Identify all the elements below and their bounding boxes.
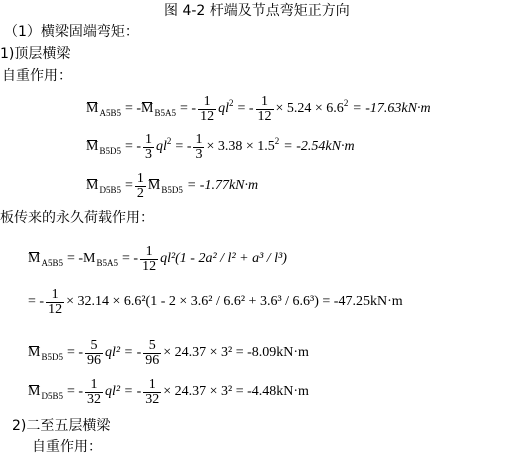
slab-load-label: 板传来的永久荷载作用： xyxy=(0,210,154,226)
fraction: $\frac{1}{12}$ xyxy=(257,93,272,124)
equals-sign: = - xyxy=(66,384,84,399)
dead-load-label: 自重作用： xyxy=(2,68,72,84)
ql-term: ql xyxy=(218,101,229,116)
equation-tail: × 24.37 × 3² = -4.48kN·m xyxy=(163,384,309,399)
moment-subscript: D5B5 xyxy=(41,391,63,401)
equation-body: ql²(1 - 2a² / l² + a³ / l³) xyxy=(160,251,287,266)
fraction: $\frac{1}{32}$ xyxy=(87,376,102,407)
equation-3 xyxy=(86,167,258,205)
moment-symbol: M xyxy=(28,251,41,266)
equation-middle: ql² = - xyxy=(105,384,142,399)
moment-subscript: B5A5 xyxy=(96,258,118,268)
moment-symbol: M xyxy=(147,178,161,193)
subsection-heading: 2)二至五层横梁 xyxy=(12,418,111,434)
moment-symbol: M xyxy=(28,345,41,360)
equals-sign: = xyxy=(124,178,133,193)
equation-result: = -17.63kN·m xyxy=(352,101,431,116)
subsection-heading: 1)顶层横梁 xyxy=(0,46,71,62)
ql-term: ql xyxy=(156,139,167,154)
moment-symbol: M xyxy=(86,139,99,154)
equation-result: = -2.54kN·m xyxy=(283,139,355,154)
fraction: $\frac{1}{12}$ xyxy=(48,286,63,317)
equals-sign: = - xyxy=(28,294,45,309)
equals-sign: = - xyxy=(175,139,192,154)
moment-symbol: M xyxy=(86,178,99,193)
dead-load-label: 自重作用： xyxy=(32,439,102,455)
fraction: $\frac{1}{12}$ xyxy=(200,93,215,124)
equals-sign: = - xyxy=(122,251,139,266)
equation-4 xyxy=(28,240,287,278)
moment-subscript: B5D5 xyxy=(41,352,63,362)
equation-tail: × 24.37 × 3² = -8.09kN·m xyxy=(163,345,309,360)
moment-symbol: M xyxy=(141,101,154,116)
fraction: $\frac{5}{96}$ xyxy=(145,337,160,368)
fraction: $\frac{1}{2}$ xyxy=(136,170,144,201)
moment-subscript: D5B5 xyxy=(99,185,121,195)
equals-sign: = - xyxy=(124,139,142,154)
moment-subscript: B5A5 xyxy=(154,108,176,118)
fraction: $\frac{1}{32}$ xyxy=(145,376,160,407)
equation-result: = -1.77kN·m xyxy=(186,178,259,193)
moment-subscript: B5D5 xyxy=(161,185,183,195)
equals-sign: = - xyxy=(237,101,254,116)
equation-tail: × 3.38 × 1.5 xyxy=(206,139,275,154)
fraction: $\frac{5}{96}$ xyxy=(87,337,102,368)
equation-2: M B5D5 = - $\frac{1}{3}$ ql 2 = - $\frac{1}{3}$ × 3.38 × 1.5 2 = -2.54kN·m xyxy=(86,131,355,162)
equation-body: × 32.14 × 6.6²(1 - 2 × 3.6² / 6.6² + 3.6³ / 6.6³) = -47.25kN·m xyxy=(66,294,403,309)
equals-sign: = - xyxy=(124,101,142,116)
moment-subscript: A5B5 xyxy=(41,258,63,268)
moment-subscript: A5B5 xyxy=(99,108,121,118)
figure-caption: 图 4-2 杆端及节点弯矩正方向 xyxy=(164,3,350,19)
moment-subscript: B5D5 xyxy=(99,146,121,156)
equation-7 xyxy=(28,373,309,411)
fraction: $\frac{1}{3}$ xyxy=(145,131,153,162)
equation-5 xyxy=(28,283,403,321)
equation-tail: × 5.24 × 6.6 xyxy=(275,101,344,116)
equals-sign: = -M xyxy=(66,251,96,266)
fraction: $\frac{1}{12}$ xyxy=(142,243,157,274)
section-heading: （1）横梁固端弯矩： xyxy=(4,24,139,40)
equation-1: M A5B5 = - M B5A5 = - $\frac{1}{12}$ ql 2 = - $\frac{1}{12}$ × 5.24 × 6.6 2 = -17.63kN·m xyxy=(86,93,431,124)
moment-symbol: M xyxy=(28,384,41,399)
fraction: $\frac{1}{3}$ xyxy=(195,131,203,162)
equation-6 xyxy=(28,334,309,372)
moment-symbol: M xyxy=(86,101,99,116)
equation-middle: ql² = - xyxy=(105,345,142,360)
equals-sign: = - xyxy=(66,345,84,360)
